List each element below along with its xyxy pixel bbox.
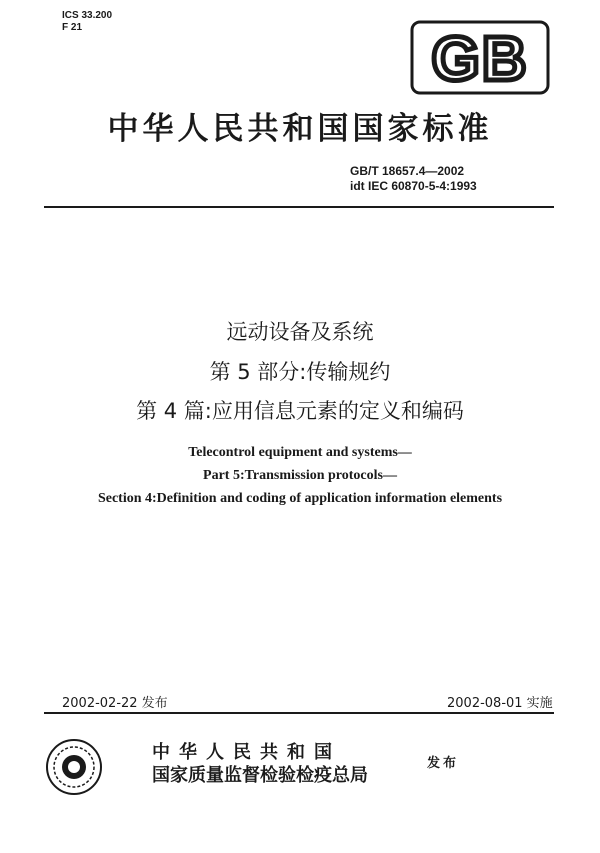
title-en-line3: Section 4:Definition and coding of application information elements	[97, 491, 503, 506]
standard-number: GB/T 18657.4—2002	[350, 164, 465, 178]
ccs-code: F 21	[62, 22, 83, 33]
idt-reference: idt IEC 60870-5-4:1993	[350, 179, 477, 193]
national-emblem-icon	[45, 738, 103, 796]
gb-logo-text: GB	[431, 25, 529, 94]
classification-codes	[62, 10, 112, 34]
title-en-line1: Telecontrol equipment and systems—	[188, 445, 412, 460]
title-cn-line1: 远动设备及系统	[226, 320, 374, 344]
implement-date: 2002-08-01 实施	[447, 696, 553, 711]
standard-type-title: 中华人民共和国国家标准	[107, 111, 493, 147]
standard-code	[350, 164, 477, 194]
title-en-line2: Part 5:Transmission protocols—	[203, 468, 397, 483]
bottom-divider	[44, 712, 554, 714]
issuer-agency: 国家质量监督检验检疫总局	[152, 765, 368, 786]
gb-logo-icon	[410, 20, 550, 95]
publish-label: 发布	[427, 756, 460, 771]
top-divider	[44, 206, 554, 208]
ics-code: ICS 33.200	[62, 10, 113, 21]
title-cn-line2: 第 5 部分:传输规约	[209, 360, 391, 384]
issue-date: 2002-02-22 发布	[62, 696, 168, 711]
issuer-country: 中华人民共和国	[152, 742, 341, 763]
title-cn-line3: 第 4 篇:应用信息元素的定义和编码	[136, 399, 464, 423]
